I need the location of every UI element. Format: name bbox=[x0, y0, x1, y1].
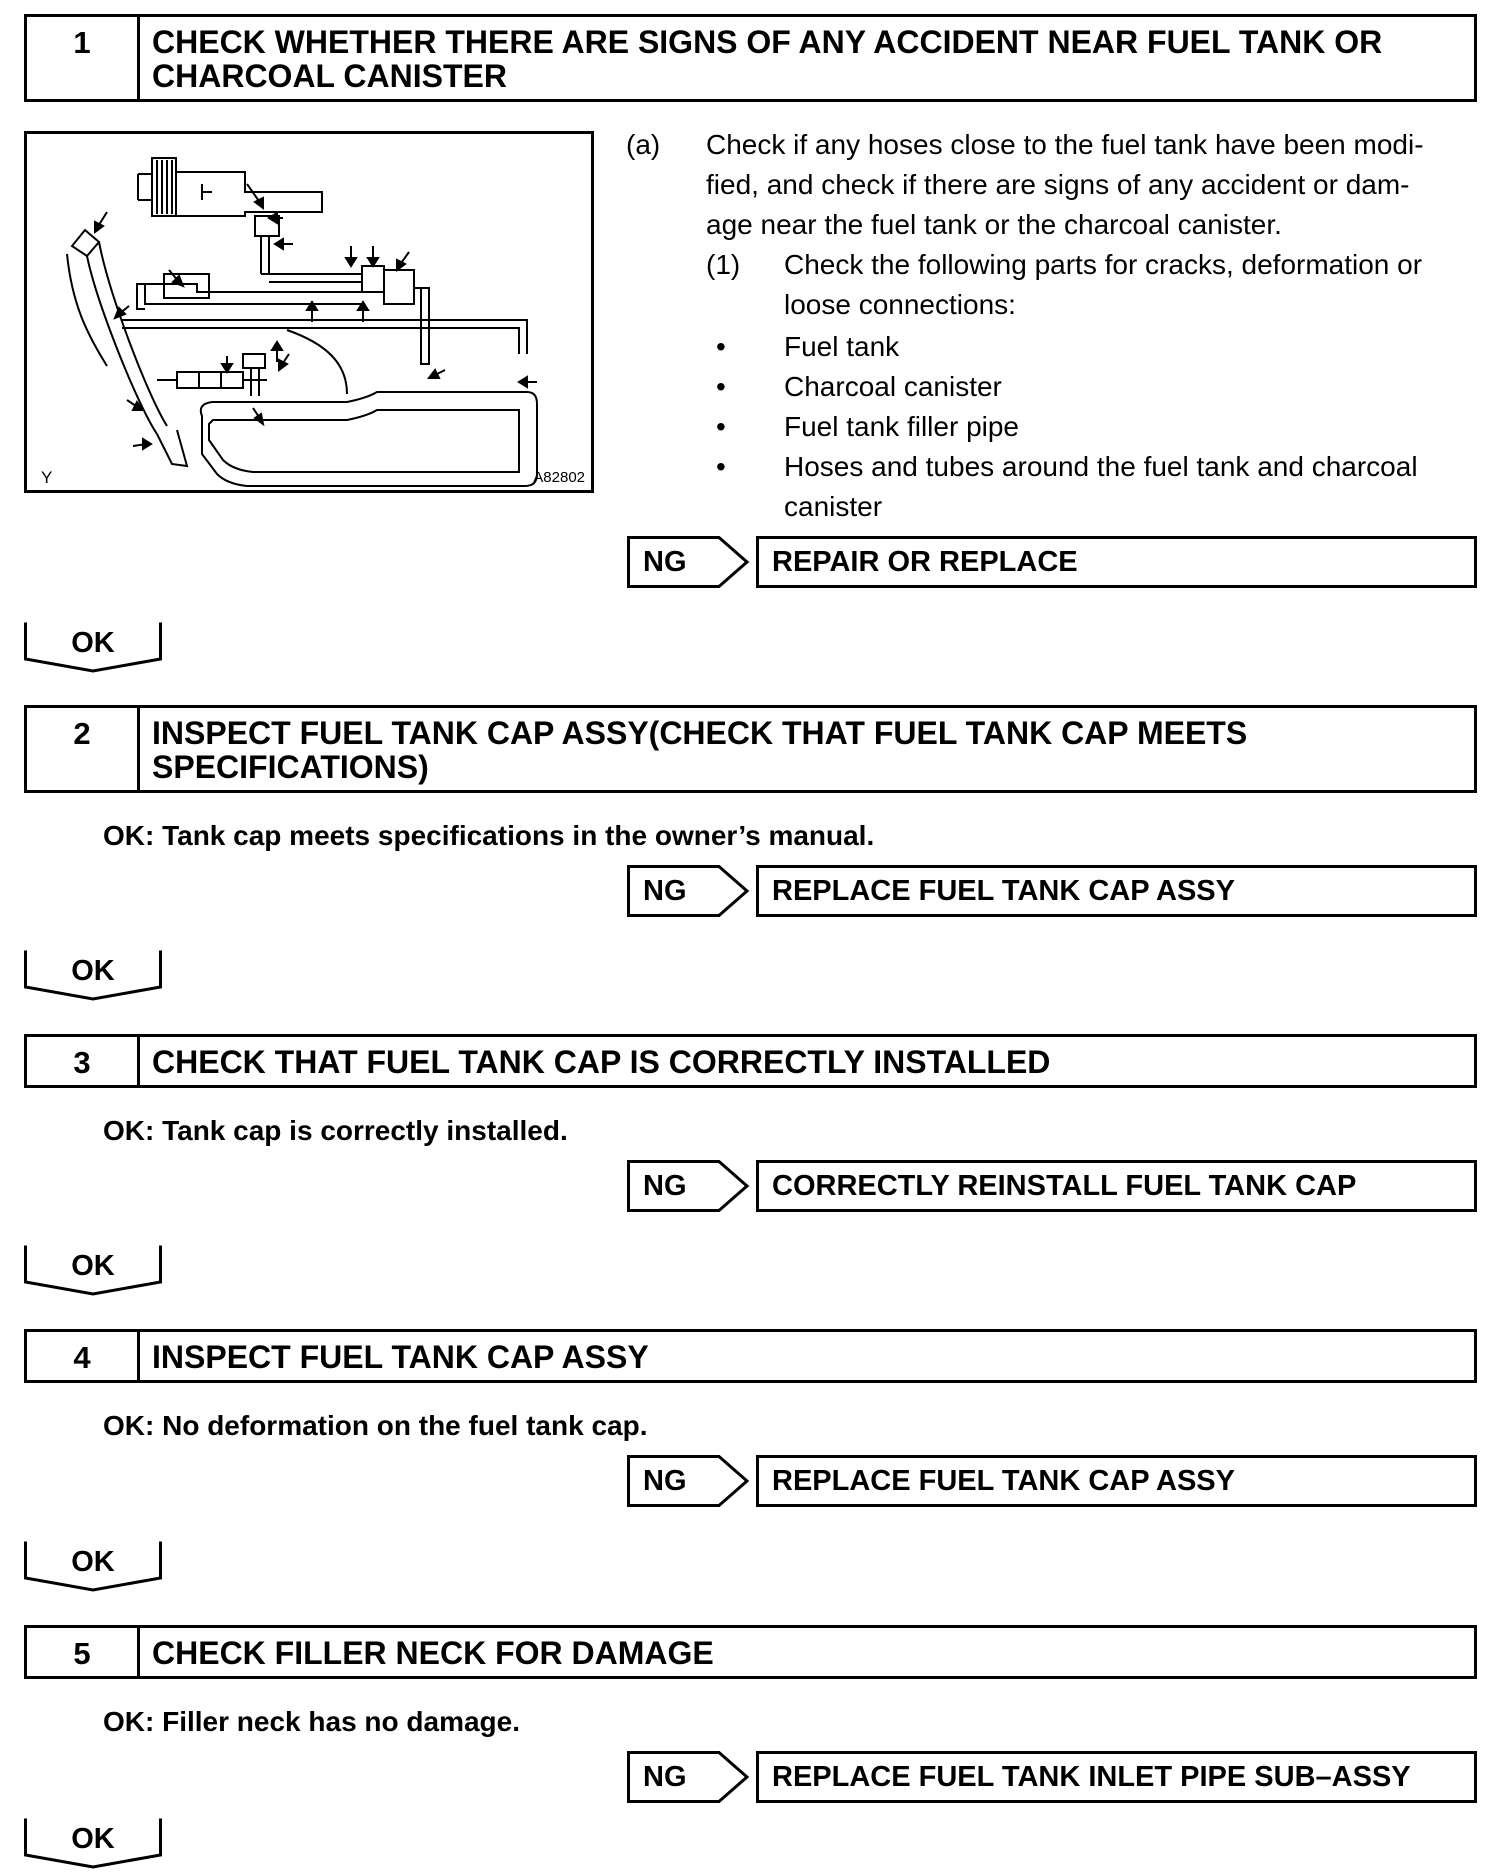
ng-row-2 bbox=[627, 865, 1477, 917]
ok-criteria: OK: Tank cap is correctly installed. bbox=[103, 1115, 568, 1146]
step-title bbox=[140, 17, 1474, 99]
ng-branch-marker[interactable] bbox=[627, 536, 752, 588]
instruction-a-label: (a) bbox=[626, 129, 661, 160]
ok-branch-arrow-1[interactable] bbox=[24, 621, 162, 673]
ng-result-box: CORRECTLY REINSTALL FUEL TANK CAP bbox=[756, 1160, 1477, 1212]
ng-row-3 bbox=[627, 1160, 1477, 1212]
instruction-line: Check the following parts for cracks, deformation or bbox=[784, 249, 1423, 280]
ng-row-5 bbox=[627, 1751, 1477, 1803]
figure-id: A82802 bbox=[533, 469, 585, 486]
step-number: 1 bbox=[27, 17, 140, 99]
step-number: 3 bbox=[27, 1037, 140, 1085]
instruction-line: fied, and check if there are signs of any accident or dam- bbox=[706, 169, 1410, 200]
ng-label: NG bbox=[643, 1761, 687, 1793]
step-4-header bbox=[24, 1329, 1477, 1383]
step-title-line: SPECIFICATIONS) bbox=[152, 749, 429, 785]
fuel-system-diagram bbox=[24, 131, 594, 493]
ng-result-box: REPLACE FUEL TANK INLET PIPE SUB–ASSY bbox=[756, 1751, 1477, 1803]
bullet-marker: • bbox=[716, 331, 726, 362]
bullet-item bbox=[784, 447, 1418, 527]
ok-label: OK bbox=[71, 955, 115, 987]
ng-result-box: REPLACE FUEL TANK CAP ASSY bbox=[756, 865, 1477, 917]
step-title-line: CHARCOAL CANISTER bbox=[152, 58, 507, 94]
bullet-line: Hoses and tubes around the fuel tank and charcoal bbox=[784, 451, 1418, 482]
ng-label: NG bbox=[643, 1465, 687, 1497]
ng-branch-marker[interactable] bbox=[627, 1160, 752, 1212]
ng-branch-marker[interactable] bbox=[627, 1751, 752, 1803]
step-5-header bbox=[24, 1625, 1477, 1679]
step-title-line: CHECK WHETHER THERE ARE SIGNS OF ANY ACCIDENT NEAR FUEL TANK OR bbox=[152, 24, 1383, 60]
ok-branch-arrow-5[interactable] bbox=[24, 1817, 162, 1869]
ng-branch-marker[interactable] bbox=[627, 865, 752, 917]
ok-label: OK bbox=[71, 627, 115, 659]
bullet-item: Charcoal canister bbox=[784, 371, 1002, 402]
ng-result-box: REPAIR OR REPLACE bbox=[756, 536, 1477, 588]
bullet-line: canister bbox=[784, 491, 883, 522]
ok-label: OK bbox=[71, 1546, 115, 1578]
ng-branch-marker[interactable] bbox=[627, 1455, 752, 1507]
instruction-line: age near the fuel tank or the charcoal canister. bbox=[706, 209, 1282, 240]
step-2-header bbox=[24, 705, 1477, 793]
ng-result-box: REPLACE FUEL TANK CAP ASSY bbox=[756, 1455, 1477, 1507]
step-title-line: CHECK FILLER NECK FOR DAMAGE bbox=[152, 1635, 714, 1671]
bullet-marker: • bbox=[716, 411, 726, 442]
bullet-marker: • bbox=[716, 451, 726, 482]
bullet-item: Fuel tank filler pipe bbox=[784, 411, 1020, 442]
ok-criteria: OK: Tank cap meets specifications in the owner’s manual. bbox=[103, 820, 875, 851]
step-title bbox=[140, 1037, 1474, 1085]
ok-branch-arrow-3[interactable] bbox=[24, 1244, 162, 1296]
figure-corner-label: Y bbox=[41, 468, 53, 487]
step-title-line: INSPECT FUEL TANK CAP ASSY(CHECK THAT FUEL TANK CAP MEETS bbox=[152, 715, 1248, 751]
step-number: 2 bbox=[27, 708, 140, 790]
ok-criteria: OK: No deformation on the fuel tank cap. bbox=[103, 1410, 648, 1441]
ok-label: OK bbox=[71, 1823, 115, 1855]
instruction-sub-label: (1) bbox=[706, 249, 741, 280]
bullet-marker: • bbox=[716, 371, 726, 402]
step-3-header bbox=[24, 1034, 1477, 1088]
ng-label: NG bbox=[643, 875, 687, 907]
fuel-system-drawing bbox=[27, 134, 591, 490]
bullet-item: Fuel tank bbox=[784, 331, 900, 362]
ng-label: NG bbox=[643, 1170, 687, 1202]
step-number: 5 bbox=[27, 1628, 140, 1676]
instruction-a bbox=[706, 125, 1424, 245]
ng-row-1 bbox=[627, 536, 1477, 588]
step-title bbox=[140, 1332, 1474, 1380]
instruction-line: loose connections: bbox=[784, 289, 1016, 320]
ok-criteria: OK: Filler neck has no damage. bbox=[103, 1706, 521, 1737]
step-title bbox=[140, 708, 1474, 790]
ok-label: OK bbox=[71, 1250, 115, 1282]
instruction-line: Check if any hoses close to the fuel tank have been modi- bbox=[706, 129, 1424, 160]
ok-branch-arrow-4[interactable] bbox=[24, 1540, 162, 1592]
step-number: 4 bbox=[27, 1332, 140, 1380]
instruction-sub bbox=[784, 245, 1422, 325]
ng-label: NG bbox=[643, 546, 687, 578]
step-title-line: CHECK THAT FUEL TANK CAP IS CORRECTLY INSTALLED bbox=[152, 1044, 1051, 1080]
ng-row-4 bbox=[627, 1455, 1477, 1507]
step-title-line: INSPECT FUEL TANK CAP ASSY bbox=[152, 1339, 649, 1375]
ok-branch-arrow-2[interactable] bbox=[24, 949, 162, 1001]
step-1-header bbox=[24, 14, 1477, 102]
step-title bbox=[140, 1628, 1474, 1676]
